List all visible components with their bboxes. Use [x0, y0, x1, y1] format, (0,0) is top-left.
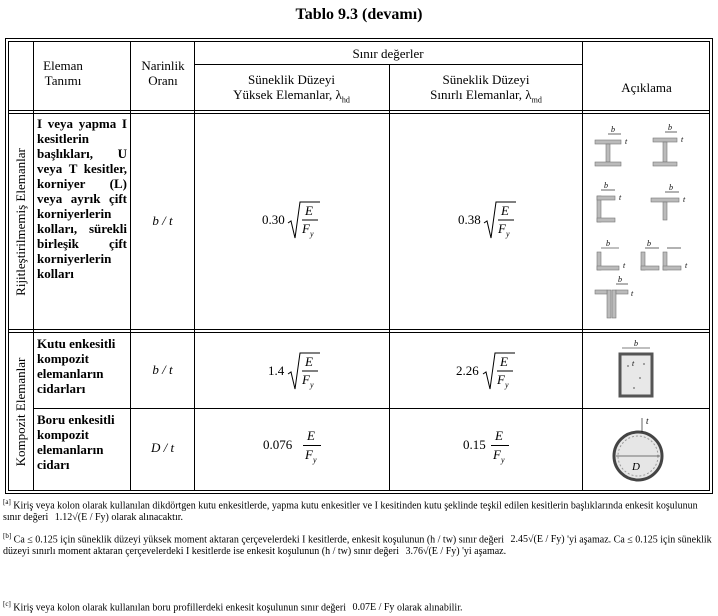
table-title: Tablo 9.3 (devamı): [295, 6, 423, 23]
row2-ratio: b / t: [152, 362, 173, 377]
row2-md-num: E: [500, 354, 508, 369]
svg-text:b: b: [618, 275, 622, 284]
svg-text:t: t: [623, 261, 626, 270]
svg-text:t: t: [685, 261, 688, 270]
row3-md-coef: 0.15: [463, 437, 486, 452]
footnote-b: [b] Ca ≤ 0.125 için süneklik düzeyi yüksek moment aktaran çerçevelerdeki I kesitlerde, enkesit koşulunun (h / tw) sınır değeri 2.45√(E / Fy) 'yi aşamaz. Ca ≤ 0.125 için süneklik düzeyi sınırlı moment aktaran çerçevelerdeki I kesitlerde ise enkesit koşulunun (h / tw) sınır değeri 3.76√(E / Fy) 'yi aşamaz.: [3, 532, 712, 558]
row3-description: Boru enkesitli kompozit elemanların cidarı: [37, 412, 115, 472]
svg-text:b: b: [604, 181, 608, 190]
row3-md-den: $F_y$: [493, 447, 505, 465]
row3-md-num: E: [495, 428, 503, 443]
row1-section-icons: [585, 118, 709, 328]
header-sinirli: [390, 72, 582, 108]
group-label-kompozit: Kompozit Elemanlar: [13, 357, 28, 467]
svg-text:t: t: [683, 195, 686, 204]
row1-hd-den: $F_y$: [302, 221, 314, 239]
pipe-icon-d-label: D: [632, 461, 640, 473]
row1-description: I veya yapma I kesitlerin başlıkları, U veya T kesitler, korniyer (L) veya ayrık çift korniyerlerin kolları, sürekli birleşik çift korniyerlerin kolları: [37, 116, 127, 281]
row2-md-den: $F_y$: [497, 372, 509, 390]
row1-hd-coef: 0.30: [262, 212, 285, 227]
row2-description: Kutu enkesitli kompozit elemanların cidarları: [37, 336, 116, 396]
header-sinir-degerler: Sınır değerler: [352, 46, 424, 61]
svg-text:b: b: [668, 123, 672, 132]
pipe-section-icon: [612, 412, 672, 488]
row1-md-den: $F_y$: [498, 221, 510, 239]
row2-hd-coef: 1.4: [268, 363, 285, 378]
row1-md-num: E: [501, 203, 509, 218]
row1-ratio: b / t: [152, 213, 173, 228]
header-sinirli-line1: Süneklik Düzeyi: [442, 72, 530, 87]
svg-text:t: t: [681, 135, 684, 144]
svg-text:t: t: [619, 193, 622, 202]
row2-hd-den: $F_y$: [302, 372, 314, 390]
row2-md-coef: 2.26: [456, 363, 479, 378]
row1-icon-b-label: b: [611, 125, 615, 134]
row3-hd-coef: 0.076: [263, 437, 293, 452]
header-yuksek-line1: Süneklik Düzeyi: [247, 72, 335, 87]
header-narinlik: Narinlik Oranı: [141, 58, 185, 88]
row2-hd-num: E: [305, 354, 313, 369]
svg-text:t: t: [625, 137, 628, 146]
svg-text:b: b: [669, 183, 673, 192]
row1-hd-num: E: [305, 203, 313, 218]
group-label-rijitlestirilmemis: Rijitleştirilmemiş Elemanlar: [13, 148, 28, 296]
header-yuksek-line2: Yüksek Elemanlar, $\lambda_{hd}$: [233, 87, 350, 105]
header-sinirli-line2: Sınırlı Elemanlar, $\lambda_{md}$: [430, 87, 542, 105]
footnote-c: [c] Kiriş veya kolon olarak kullanılan boru profillerdeki enkesit koşulunun sınır değeri 0.07E / Fy olarak alınabilir.: [3, 600, 463, 614]
row3-hd-num: E: [307, 428, 315, 443]
footnote-a: [a] Kiriş veya kolon olarak kullanılan dikdörtgen kutu enkesitlerde, yapma kutu enkesitler ve I kesitinden kutu şeklinde teşkil edilen kesitlerin başlıklarında enkesit koşulunun sınır değeri 1.12√(E / Fy) olarak alınacaktır.: [3, 498, 698, 524]
header-aciklama: Açıklama: [621, 80, 672, 95]
row3-ratio: D / t: [150, 440, 175, 455]
box-icon-t-label: t: [632, 359, 635, 368]
header-yuksek: [194, 72, 389, 108]
pipe-icon-t-label: t: [646, 416, 649, 426]
row1-md-coef: 0.38: [458, 212, 481, 227]
svg-text:b: b: [606, 239, 610, 248]
row3-hd-den: $F_y$: [305, 447, 317, 465]
svg-text:t: t: [631, 289, 634, 298]
box-section-icon: [610, 336, 670, 404]
header-eleman: Eleman Tanımı: [43, 58, 83, 88]
box-icon-b-label: b: [634, 339, 638, 348]
svg-text:b: b: [647, 239, 651, 248]
